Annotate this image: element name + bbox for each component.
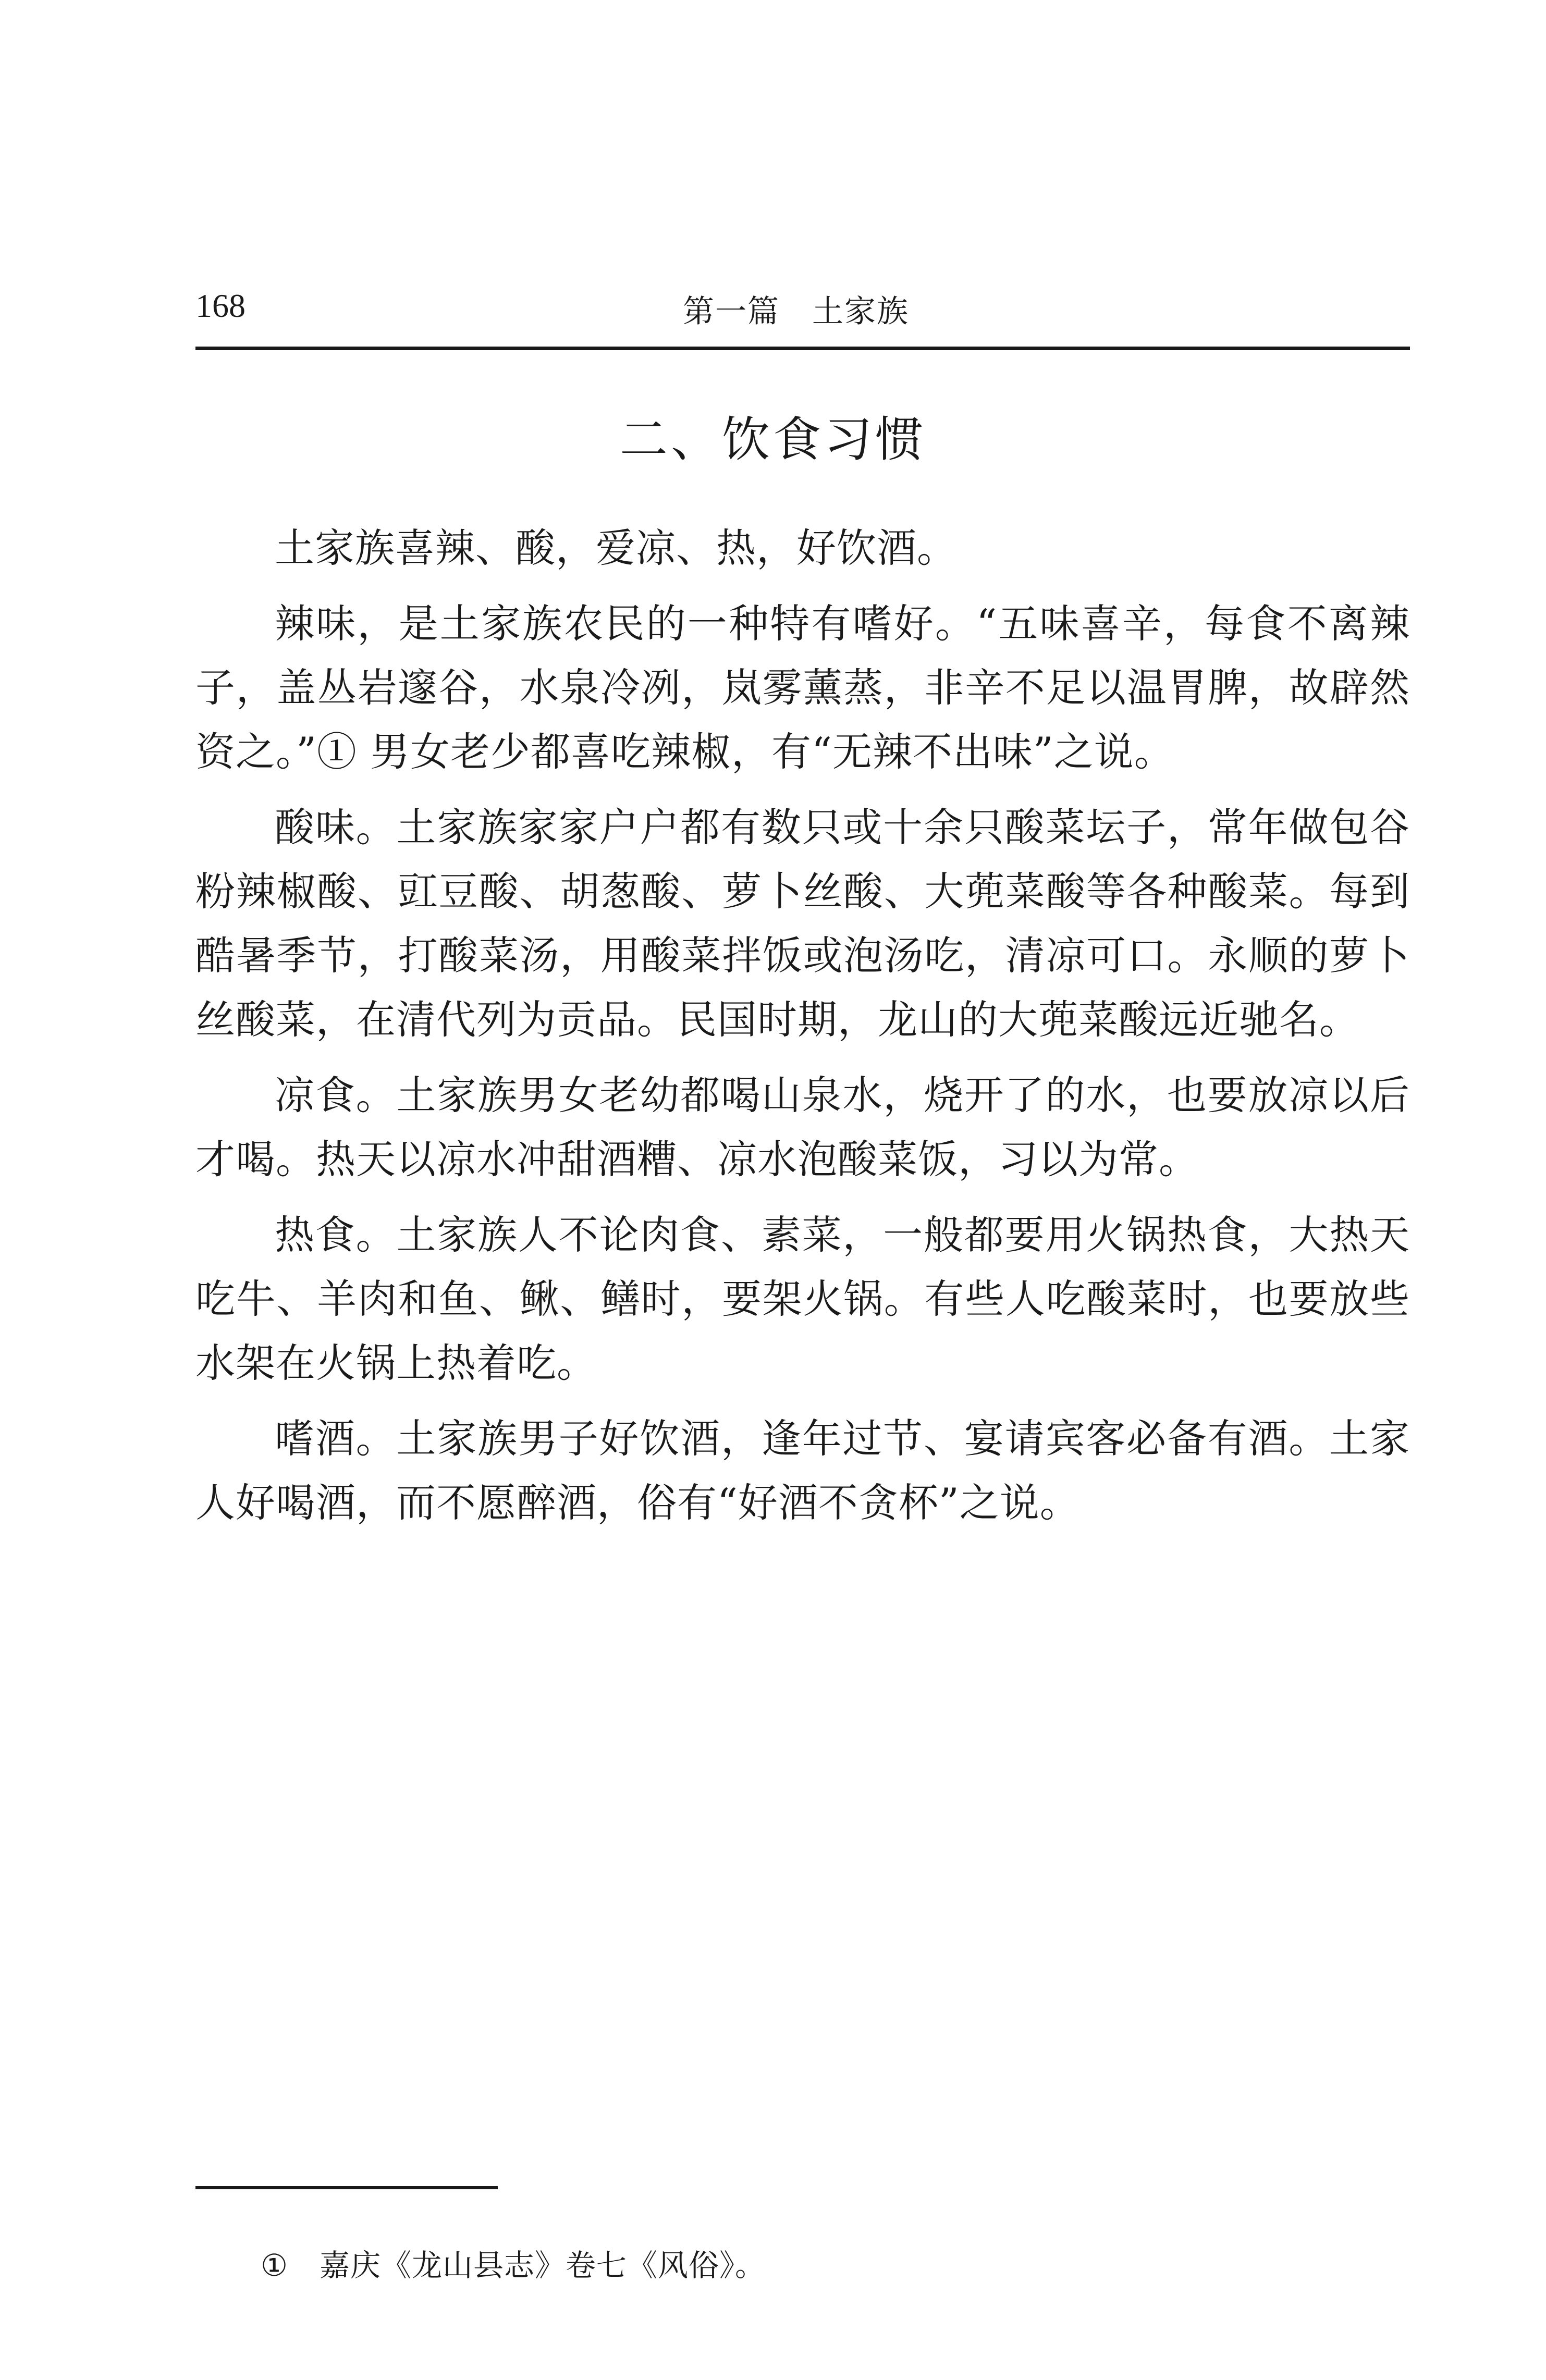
section-title: 二、饮食习惯 (619, 412, 926, 467)
paragraph: 土家族喜辣、酸，爱凉、热，好饮酒。 (275, 525, 957, 571)
page-header (195, 276, 1410, 339)
paragraph: 热食。土家族人不论肉食、素菜，一般都要用火锅热食，大热天吃牛、羊肉和鱼、鳅、鳝时，要架火锅。有些人吃酸菜时，也要放些水架在火锅上热着吃。 (195, 1212, 1410, 1386)
paragraph: 嗜酒。土家族男子好饮酒，逢年过节、宴请宾客必备有酒。土家人好喝酒，而不愿醉酒，俗有“好酒不贪杯”之说。 (195, 1415, 1410, 1526)
footnote-marker: ① (261, 2248, 288, 2283)
paragraph: 辣味，是土家族农民的一种特有嗜好。“五味喜辛，每食不离辣子，盖丛岩邃谷，水泉冷冽，岚雾薰蒸，非辛不足以温胃脾，故辟然资之。”① 男女老少都喜吃辣椒，有“无辣不出味”之说。 (195, 600, 1410, 775)
paragraph: 凉食。土家族男女老幼都喝山泉水，烧开了的水，也要放凉以后才喝。热天以凉水冲甜酒糟、凉水泡酸菜饭，习以为常。 (195, 1072, 1410, 1182)
body-text (195, 516, 1410, 1546)
header-rule (195, 347, 1410, 350)
page-number: 168 (195, 287, 246, 324)
footnote (261, 2241, 766, 2285)
running-head: 第一篇 土家族 (683, 293, 909, 330)
paragraph: 酸味。土家族家家户户都有数只或十余只酸菜坛子，常年做包谷粉辣椒酸、豇豆酸、胡葱酸、萝卜丝酸、大蔸菜酸等各种酸菜。每到酷暑季节，打酸菜汤，用酸菜拌饭或泡汤吃，清凉可口。永顺的萝卜丝酸菜，在清代列为贡品。民国时期，龙山的大蔸菜酸远近驰名。 (195, 804, 1410, 1043)
footnote-text: 嘉庆《龙山县志》卷七《风俗》。 (320, 2248, 766, 2283)
footnote-rule (195, 2186, 498, 2189)
